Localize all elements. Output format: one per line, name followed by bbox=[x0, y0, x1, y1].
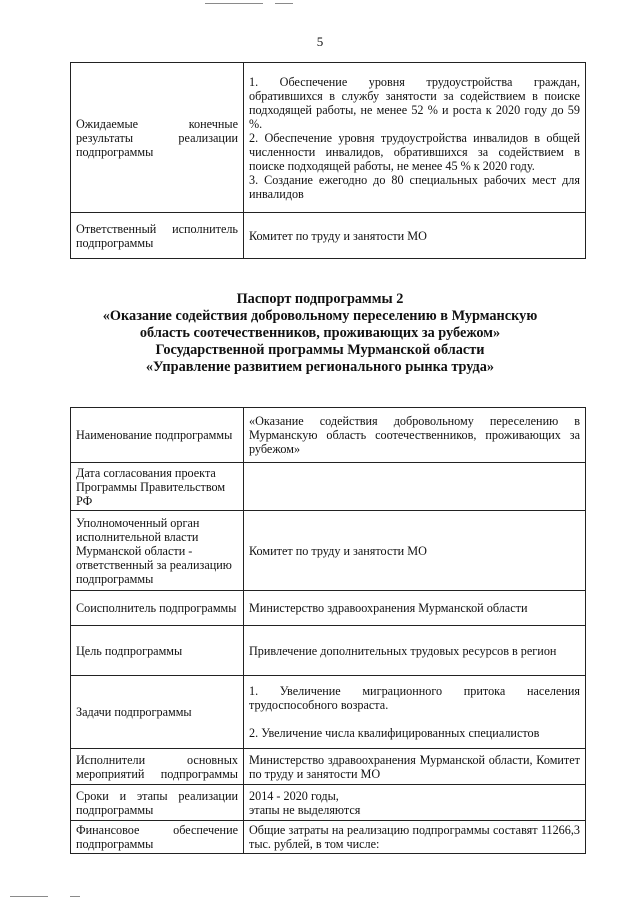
title-line: Паспорт подпрограммы 2 bbox=[236, 291, 404, 307]
passport-table bbox=[70, 407, 586, 854]
row-label: Соисполнитель подпрограммы bbox=[71, 591, 244, 626]
scan-mark-top-small bbox=[275, 3, 293, 4]
title-line: область соотечественников, проживающих за рубежом» bbox=[139, 325, 501, 341]
row-label: Ожидаемые конечные результаты реализации подпрограммы bbox=[71, 63, 244, 213]
row-label: Дата согласования проекта Программы Правительством РФ bbox=[71, 463, 244, 511]
row-value: Комитет по труду и занятости МО bbox=[244, 213, 586, 259]
row-value bbox=[244, 63, 586, 213]
outcome-item: 3. Создание ежегодно до 80 специальных рабочих мест для инвалидов bbox=[249, 172, 580, 201]
row-value: Общие затраты на реализацию подпрограммы составят 11266,3 тыс. рублей, в том числе: bbox=[244, 821, 586, 854]
row-value: Привлечение дополнительных трудовых ресурсов в регион bbox=[244, 626, 586, 676]
table-row bbox=[71, 511, 586, 591]
table-row bbox=[71, 213, 586, 259]
table-row bbox=[71, 408, 586, 463]
row-value: «Оказание содействия добровольному переселению в Мурманскую область соотечественников, проживающих за рубежом» bbox=[244, 408, 586, 463]
row-label: Уполномоченный орган исполнительной власти Мурманской области - ответственный за реализацию подпрограммы bbox=[71, 511, 244, 591]
table-row bbox=[71, 676, 586, 749]
scan-mark-bottom-small bbox=[70, 896, 80, 897]
table-row bbox=[71, 591, 586, 626]
row-label: Исполнители основных мероприятий подпрограммы bbox=[71, 749, 244, 785]
row-label: Ответственный исполнитель подпрограммы bbox=[71, 213, 244, 259]
table-row bbox=[71, 626, 586, 676]
task-item: 2. Увеличение числа квалифицированных специалистов bbox=[249, 726, 540, 740]
row-label: Цель подпрограммы bbox=[71, 626, 244, 676]
outcome-item: 1. Обеспечение уровня трудоустройства граждан, обратившихся в службу занятости за содействием в поиске подходящей работы, не менее 52 % и роста к 2020 году до 59 %. bbox=[249, 74, 580, 131]
table-row bbox=[71, 463, 586, 511]
row-label: Финансовое обеспечение подпрограммы bbox=[71, 821, 244, 854]
period-line: этапы не выделяются bbox=[249, 802, 361, 817]
title-line: «Оказание содействия добровольному переселению в Мурманскую bbox=[102, 308, 538, 324]
table-row bbox=[71, 785, 586, 821]
table-row bbox=[71, 749, 586, 785]
period-line: 2014 - 2020 годы, bbox=[249, 788, 339, 803]
outcome-item: 2. Обеспечение уровня трудоустройства инвалидов в общей численности инвалидов, обратившихся за содействием в поиске подходящей работы, не менее 45 % к 2020 году. bbox=[249, 130, 580, 173]
row-label: Сроки и этапы реализации подпрограммы bbox=[71, 785, 244, 821]
table-row bbox=[71, 63, 586, 213]
row-value bbox=[244, 463, 586, 511]
scan-mark-top bbox=[205, 3, 263, 4]
row-value: Министерство здравоохранения Мурманской области bbox=[244, 591, 586, 626]
row-label: Наименование подпрограммы bbox=[71, 408, 244, 463]
scan-mark-bottom bbox=[10, 896, 48, 897]
row-value: Министерство здравоохранения Мурманской области, Комитет по труду и занятости МО bbox=[244, 749, 586, 785]
row-value bbox=[244, 676, 586, 749]
outcomes-table bbox=[70, 62, 586, 259]
subprogram-passport-title bbox=[0, 291, 640, 376]
page-number: 5 bbox=[316, 34, 324, 49]
table-row bbox=[71, 821, 586, 854]
row-label: Задачи подпрограммы bbox=[71, 676, 244, 749]
row-value bbox=[244, 785, 586, 821]
task-item: 1. Увеличение миграционного притока населения трудоспособного возраста. bbox=[249, 684, 580, 712]
row-value: Комитет по труду и занятости МО bbox=[244, 511, 586, 591]
title-line: «Управление развитием регионального рынка труда» bbox=[145, 359, 495, 375]
title-line: Государственной программы Мурманской области bbox=[155, 342, 485, 358]
